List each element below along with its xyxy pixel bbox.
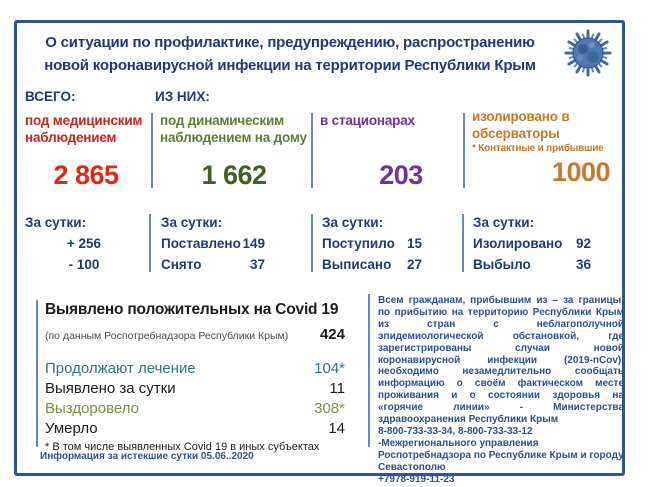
daily-total xyxy=(25,212,143,275)
stat-label: под динамическим наблюдением на дому xyxy=(160,113,307,145)
daily-row xyxy=(322,233,422,254)
info-date: Информация за истекшие сутки 05.06..2020 xyxy=(40,451,254,462)
stat-label: под медицинским наблюдением xyxy=(25,113,143,145)
stat-medical-observation xyxy=(25,112,147,191)
daily-header: За сутки: xyxy=(161,215,223,230)
daily-header: За сутки: xyxy=(322,215,384,230)
daily-row xyxy=(161,254,265,275)
summary-row-value: 14 xyxy=(328,420,345,437)
stat-label: в стационарах xyxy=(320,113,415,128)
stat-value: 1 662 xyxy=(201,160,267,190)
stat-value: 2 865 xyxy=(53,160,119,190)
summary-row-label: Выздоровело xyxy=(45,400,140,417)
label-of-them: ИЗ НИХ: xyxy=(155,89,210,104)
daily-row-label: Изолировано xyxy=(473,236,563,251)
label-total: ВСЕГО: xyxy=(25,89,76,104)
stat-value: 1000 xyxy=(551,157,610,187)
daily-row-value: 36 xyxy=(575,257,591,272)
daily-row-value: 27 xyxy=(406,257,422,272)
daily-row-value: 15 xyxy=(406,236,422,251)
daily-row-value: 37 xyxy=(249,257,265,272)
hotline-phones-minzdrav: 8-800-733-33-34, 8-800-733-33-12 xyxy=(378,425,533,437)
daily-row-label: Поступило xyxy=(322,236,395,251)
divider xyxy=(462,214,464,272)
hotline-rospotrebnadzor: -Межрегионального управления Роспотребнадзора по Республике Крым и городу Севастополю xyxy=(378,437,624,473)
stat-isolated-observatories xyxy=(472,108,622,188)
summary-footnote: * В том числе выявленных Covid 19 в иных субъектах xyxy=(45,441,320,453)
daily-row-value: 92 xyxy=(575,236,591,251)
hotline-phone-rospotrebnadzor: +7978-919-11-23 xyxy=(378,473,455,485)
summary-row xyxy=(45,359,345,379)
page-title xyxy=(25,31,555,77)
covid-summary xyxy=(45,301,345,453)
hotline-info xyxy=(378,295,624,486)
divider xyxy=(149,214,151,272)
divider xyxy=(311,214,313,272)
summary-heading: Выявлено положительных на Covid 19 xyxy=(45,301,339,318)
stat-hospitals xyxy=(320,112,460,191)
stat-label-text: изолировано в обсерваторы xyxy=(472,109,570,141)
page-title-line1: О ситуации по профилактике, предупреждению, распространению xyxy=(45,34,535,51)
daily-row-label: Снято xyxy=(161,257,202,272)
summary-row xyxy=(45,419,345,439)
daily-row xyxy=(161,233,265,254)
hotline-paragraph: Всем гражданам, прибывшим из – за границы, по прибытию на территорию Республики Крым из стран с неблагополучной эпидемиологической обстановкой, где зарегистрированы случаи новой коронавирусной инфекции (2019-nCov), необходимо незамедлительно сообщать информацию о своём фактическом месте проживания и о состоянии здоровья на «горячие линии» - Министерства здравоохранения Республики Крым xyxy=(378,295,624,426)
daily-row-label: Выбыло xyxy=(473,257,531,272)
coronavirus-icon xyxy=(562,27,614,84)
stat-note: * Контактные и прибывшие xyxy=(472,143,604,154)
summary-row-label: Выявлено за сутки xyxy=(45,380,176,397)
summary-row xyxy=(45,379,345,399)
daily-row xyxy=(473,233,591,254)
summary-row-value: 11 xyxy=(329,380,345,397)
divider xyxy=(151,113,153,188)
daily-row-label: Поставлено xyxy=(161,236,241,251)
hotline-box-accent-line xyxy=(368,294,370,447)
daily-row xyxy=(322,254,422,275)
summary-source: (по данным Роспотребнадзора Республики Крым) xyxy=(45,330,289,342)
divider xyxy=(463,113,465,188)
summary-rows xyxy=(45,359,345,439)
daily-hospitals xyxy=(322,212,422,275)
summary-row-value: 104* xyxy=(314,360,345,377)
daily-header: За сутки: xyxy=(473,215,535,230)
summary-row-label: Продолжают лечение xyxy=(45,360,196,377)
daily-dynamic xyxy=(161,212,265,275)
summary-source-row xyxy=(45,326,345,343)
daily-row-label: Выписано xyxy=(322,257,392,272)
summary-row-label: Умерло xyxy=(45,420,98,437)
stat-label xyxy=(472,108,622,157)
daily-header: За сутки: xyxy=(25,215,87,230)
daily-row: - 100 xyxy=(68,257,100,272)
daily-isolated xyxy=(473,212,591,275)
daily-row-value: 149 xyxy=(242,236,265,251)
summary-source-value: 424 xyxy=(319,326,345,343)
summary-row xyxy=(45,399,345,419)
daily-row xyxy=(473,254,591,275)
summary-row-value: 308* xyxy=(314,400,345,417)
summary-box-accent-line xyxy=(36,300,38,447)
stat-value: 203 xyxy=(379,160,423,190)
page-title-line2: новой коронавирусной инфекции на территории Республики Крым xyxy=(44,57,536,74)
divider xyxy=(311,113,313,188)
daily-row: + 256 xyxy=(66,236,102,251)
stat-dynamic-home-observation xyxy=(160,112,308,191)
